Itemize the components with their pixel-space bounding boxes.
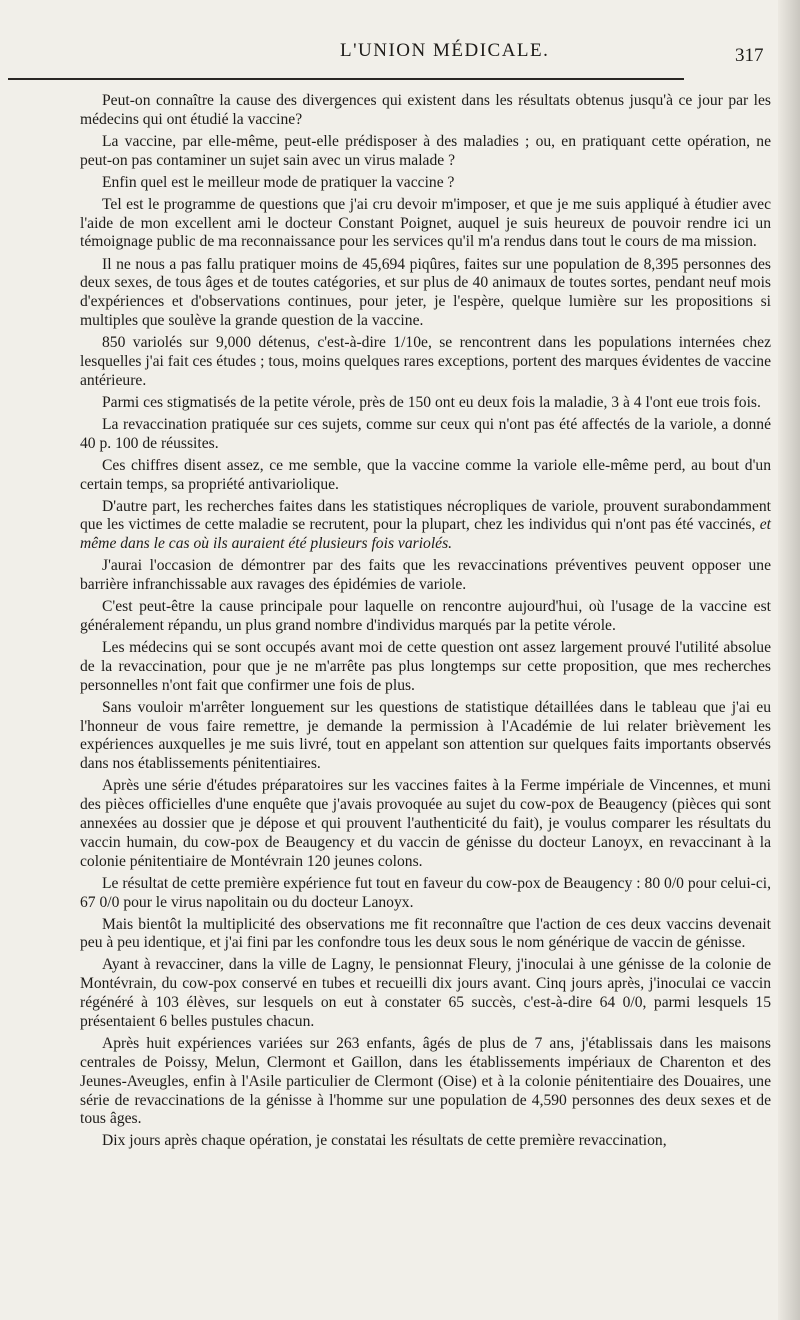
paragraph: Il ne nous a pas fallu pratiquer moins de 45,694 piqûres, faites sur une population de 8,395 personnes des deux sexes, de tous âges et de toutes catégories, et sur plus de 40 animaux de toutes sortes, pendant neuf mois d'expériences et d'observations continues, pour jeter, je l'espère, quelque lumière sur les propositions si multiples que soulève la grande question de la vaccine.: [80, 255, 771, 330]
italic-phrase: et même dans le cas où ils auraient été plusieurs fois variolés.: [80, 516, 771, 553]
paragraph: Tel est le programme de questions que j'ai cru devoir m'imposer, et que je me suis appliqué à étudier avec l'aide de mon excellent ami le docteur Constant Poignet, auquel je suis heureux de pouvoir rendre ici un témoignage public de ma reconnaissance pour les services qu'il m'a rendus dans tout le cours de ma mission.: [80, 195, 771, 251]
paragraph: J'aurai l'occasion de démontrer par des faits que les revaccinations préventives peuvent opposer une barrière infranchissable aux ravages des épidémies de variole.: [80, 557, 771, 594]
paragraph: Les médecins qui se sont occupés avant moi de cette question ont assez largement prouvé l'utilité absolue de la revaccination, pour que je ne m'arrête pas plus longtemps sur cette proposition, que mes recherches personnelles n'ont fait que confirmer une fois de plus.: [80, 639, 771, 694]
page-header: [80, 0, 772, 70]
article-body: [80, 92, 771, 1154]
paragraph: Ces chiffres disent assez, ce me semble, que la vaccine comme la variole elle-même perd, au bout d'un certain temps, sa propriété antivariolique.: [80, 456, 771, 493]
paragraph: Le résultat de cette première expérience fut tout en faveur du cow-pox de Beaugency : 80 0/0 pour celui-ci, 67 0/0 pour le virus napolitain ou du docteur Lanoyx.: [80, 874, 771, 911]
paragraph: C'est peut-être la cause principale pour laquelle on rencontre aujourd'hui, où l'usage de la vaccine est généralement répandu, un plus grand nombre d'individus marqués par la petite vérole.: [80, 598, 771, 634]
paragraph: Parmi ces stigmatisés de la petite vérole, près de 150 ont eu deux fois la maladie, 3 à 4 l'ont eue trois fois.: [102, 393, 761, 411]
paragraph: Enfin quel est le meilleur mode de pratiquer la vaccine ?: [102, 173, 455, 191]
paragraph: La revaccination pratiquée sur ces sujets, comme sur ceux qui n'ont pas été affectés de la variole, a donné 40 p. 100 de réussites.: [80, 415, 771, 452]
page-number: 317: [735, 45, 764, 66]
paragraph: Ayant à revacciner, dans la ville de Lagny, le pensionnat Fleury, j'inoculai à une génisse de la colonie de Montévrain, du cow-pox conservé en tubes et recueilli dix jours avant. Cinq jours après, j'inoculai ce vaccin régénéré à 103 élèves, sur lesquels on eut à constater 65 succès, c'est-à-dire 64 0/0, parmi lesquels 15 présentaient 6 belles pustules chacun.: [80, 956, 771, 1030]
header-rule: [8, 78, 684, 80]
paragraph: La vaccine, par elle-même, peut-elle prédisposer à des maladies ; ou, en pratiquant cette opération, ne peut-on pas contaminer un sujet sain avec un virus malade ?: [80, 132, 771, 169]
page-edge-shadow: [778, 0, 800, 1320]
paragraph: Sans vouloir m'arrêter longuement sur les questions de statistique détaillées dans le tableau que j'ai eu l'honneur de vous faire remettre, je demande la permission à l'Académie de lui relater brièvement les expériences auxquelles je me suis livré, tout en appelant son attention sur quelques faits importants observés dans nos établissements pénitentiaires.: [80, 698, 771, 773]
paragraph-with-italic: [80, 498, 771, 555]
paragraph: Peut-on connaître la cause des divergences qui existent dans les résultats obtenus jusqu'à ce jour par les médecins qui ont étudié la vaccine?: [80, 92, 771, 128]
paragraph: Après une série d'études préparatoires sur les vaccines faites à la Ferme impériale de Vincennes, et muni des pièces officielles d'une enquête que j'avais provoquée au sujet du cow-pox de Beaugency (pièces qui sont annexées au dossier que je dépose et qui prouvent l'authenticité du fait), je voulus comparer les résultats du vaccin humain, du cow-pox de Beaugency et du vaccin de génisse du docteur Lanoyx, en revaccinant à la colonie pénitentiaire de Montévrain 120 jeunes colons.: [80, 777, 771, 870]
paragraph-text: D'autre part, les recherches faites dans les statistiques nécropliques de variole, prouvent surabondamment que les victimes de cette maladie se recrutent, pour la plupart, chez les individus qui n'ont pas été vaccinés,: [80, 497, 771, 534]
running-title: L'UNION MÉDICALE.: [340, 40, 550, 61]
paragraph: Mais bientôt la multiplicité des observations me fit reconnaître que l'action de ces deux vaccins devenait peu à peu identique, et j'ai fini par les confondre tous les deux sous le nom générique de vaccin de génisse.: [80, 915, 771, 952]
paragraph: Après huit expériences variées sur 263 enfants, âgés de plus de 7 ans, j'établissais dans les maisons centrales de Poissy, Melun, Clermont et Gaillon, dans les établissements impériaux de Charenton et des Jeunes-Aveugles, enfin à l'Asile particulier de Clermont (Oise) et à la colonie pénitentiaire des Douaires, une série de revaccinations de la génisse à l'homme sur une population de 4,590 personnes des deux sexes et de tous âges.: [80, 1035, 771, 1128]
paragraph: Dix jours après chaque opération, je constatai les résultats de cette première revaccination,: [102, 1132, 667, 1150]
paragraph: 850 variolés sur 9,000 détenus, c'est-à-dire 1/10e, se rencontrent dans les populations internées chez lesquelles j'ai fait ces études ; tous, moins quelques rares exceptions, portent des marques évidentes de vaccine antérieure.: [80, 334, 771, 389]
